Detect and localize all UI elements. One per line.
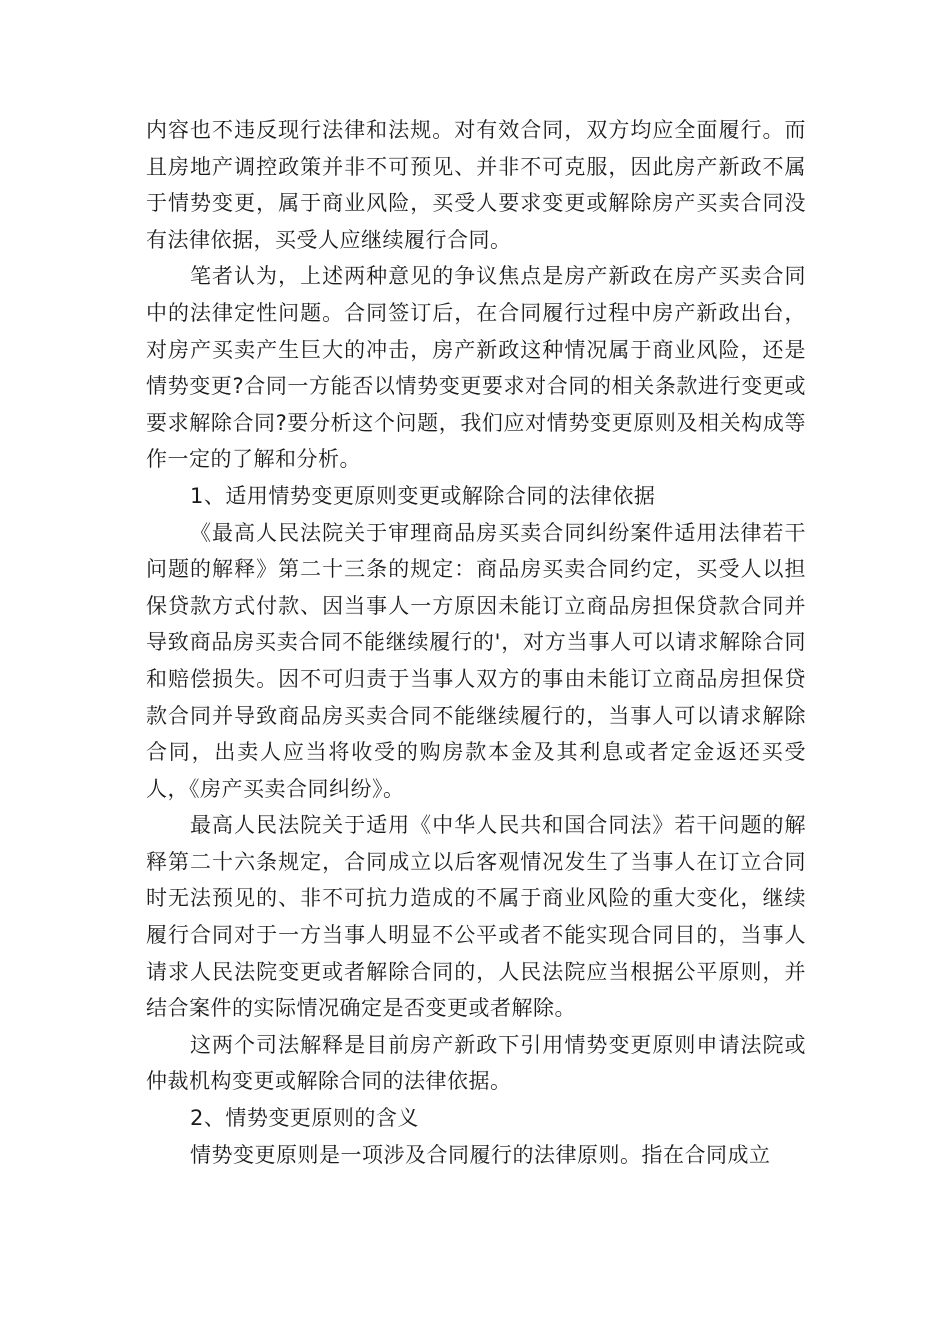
- paragraph-3: 《最高人民法院关于审理商品房买卖合同纠纷案件适用法律若干问题的解释》第二十三条的规定：商品房买卖合同约定，买受人以担保贷款方式付款、因当事人一方原因未能订立商品房担保贷款合同并导致商品房买卖合同不能继续履行的'，对方当事人可以请求解除合同和赔偿损失。因不可归责于当事人双方的事由未能订立商品房担保贷款合同并导致商品房买卖合同不能继续履行的，当事人可以请求解除合同，出卖人应当将收受的购房款本金及其利息或者定金返还买受人，《房产买卖合同纠纷》。: [146, 520, 806, 801]
- paragraph-5: 这两个司法解释是目前房产新政下引用情势变更原则申请法院或仲裁机构变更或解除合同的法律依据。: [146, 1032, 806, 1094]
- section-heading-1: 1、适用情势变更原则变更或解除合同的法律依据: [190, 483, 656, 508]
- document-body: [146, 112, 806, 1173]
- section-heading-2: 2、情势变更原则的含义: [190, 1106, 419, 1131]
- paragraph-6: 情势变更原则是一项涉及合同履行的法律原则。指在合同成立: [190, 1142, 771, 1167]
- paragraph-1: 内容也不违反现行法律和法规。对有效合同，双方均应全面履行。而且房地产调控政策并非不可预见、并非不可克服，因此房产新政不属于情势变更，属于商业风险，买受人要求变更或解除房产买卖合同没有法律依据，买受人应继续履行合同。: [146, 118, 806, 252]
- paragraph-4: 最高人民法院关于适用《中华人民共和国合同法》若干问题的解释第二十六条规定，合同成立以后客观情况发生了当事人在订立合同时无法预见的、非不可抗力造成的不属于商业风险的重大变化，继续履行合同对于一方当事人明显不公平或者不能实现合同目的，当事人请求人民法院变更或者解除合同的，人民法院应当根据公平原则，并结合案件的实际情况确定是否变更或者解除。: [146, 813, 806, 1021]
- paragraph-2: 笔者认为，上述两种意见的争议焦点是房产新政在房产买卖合同中的法律定性问题。合同签订后，在合同履行过程中房产新政出台，对房产买卖产生巨大的冲击，房产新政这种情况属于商业风险，还是情势变更?合同一方能否以情势变更要求对合同的相关条款进行变更或要求解除合同?要分析这个问题，我们应对情势变更原则及相关构成等作一定的了解和分析。: [146, 264, 806, 472]
